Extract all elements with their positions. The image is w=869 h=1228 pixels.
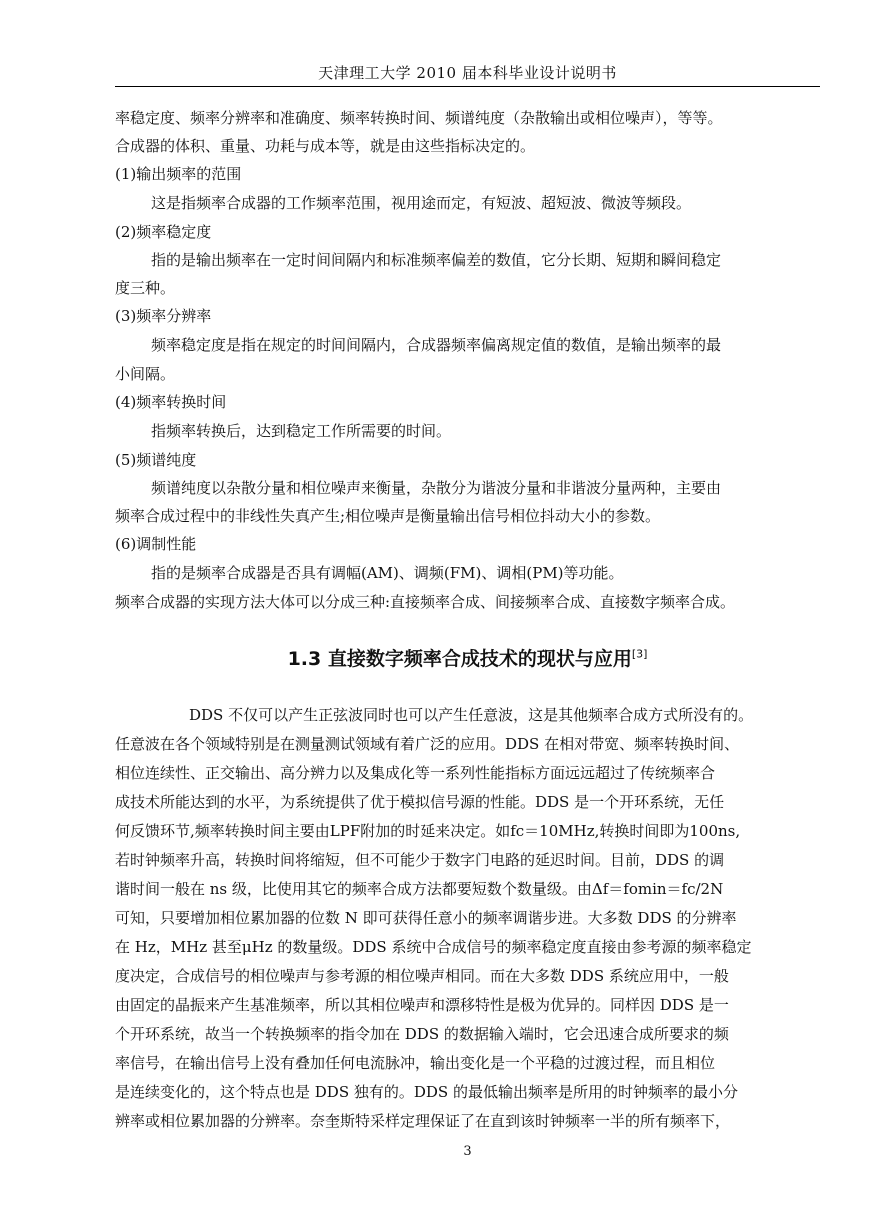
- item-text: 指的是频率合成器是否具有调幅(AM)、调频(FM)、调相(PM)等功能。: [151, 564, 624, 582]
- dds-line: 成技术所能达到的水平，为系统提供了优于模拟信号源的性能。DDS 是一个开环系统，无任: [115, 793, 725, 811]
- page-number: 3: [463, 1144, 472, 1159]
- dds-line: 谐时间一般在 ns 级，比使用其它的频率合成方法都要短数个数量级。由Δf＝fomin＝fc/2N: [115, 880, 724, 898]
- item-text: 度三种。: [115, 279, 176, 297]
- item-title: (5)频谱纯度: [115, 451, 197, 469]
- dds-line: DDS 不仅可以产生正弦波同时也可以产生任意波，这是其他频率合成方式所没有的。: [189, 706, 754, 724]
- item-title: (6)调制性能: [115, 535, 197, 553]
- page-header: 天津理工大学 2010 届本科毕业设计说明书: [318, 64, 617, 82]
- item-text: 指频率转换后，达到稳定工作所需要的时间。: [151, 422, 452, 440]
- dds-line: 辨率或相位累加器的分辨率。奈奎斯特采样定理保证了在直到该时钟频率一半的所有频率下，: [115, 1112, 731, 1130]
- header-rule: [115, 86, 820, 87]
- dds-line: 任意波在各个领域特别是在测量测试领域有着广泛的应用。DDS 在相对带宽、频率转换时间、: [115, 735, 740, 753]
- item-text: 频谱纯度以杂散分量和相位噪声来衡量，杂散分为谐波分量和非谐波分量两种，主要由: [151, 479, 722, 497]
- section-heading-text: 1.3 直接数字频率合成技术的现状与应用: [287, 648, 632, 670]
- dds-line: 度决定，合成信号的相位噪声与参考源的相位噪声相同。而在大多数 DDS 系统应用中，一般: [115, 967, 729, 985]
- dds-line: 何反馈环节,频率转换时间主要由LPF附加的时延来决定。如fc＝10MHz,转换时间即为100ns,: [115, 822, 741, 840]
- dds-line: 在 Hz，MHz 甚至μHz 的数量级。DDS 系统中合成信号的频率稳定度直接由参考源的频率稳定: [115, 938, 752, 956]
- item-text: 这是指频率合成器的工作频率范围，视用途而定，有短波、超短波、微波等频段。: [151, 194, 692, 212]
- dds-line: 由固定的晶振来产生基准频率，所以其相位噪声和漂移特性是极为优异的。同样因 DDS 是一: [115, 996, 729, 1014]
- dds-line: 可知，只要增加相位累加器的位数 N 即可获得任意小的频率调谐步进。大多数 DDS 的分辨率: [115, 909, 737, 927]
- item-text: 频率稳定度是指在规定的时间间隔内，合成器频率偏离规定值的数值，是输出频率的最: [151, 336, 722, 354]
- intro-line: 合成器的体积、重量、功耗与成本等，就是由这些指标决定的。: [115, 137, 536, 155]
- item-title: (1)输出频率的范围: [115, 165, 242, 183]
- item-text: 频率合成过程中的非线性失真产生;相位噪声是衡量输出信号相位抖动大小的参数。: [115, 507, 661, 525]
- item-title: (3)频率分辨率: [115, 307, 212, 325]
- section-heading: [115, 644, 820, 671]
- citation-ref: [3]: [631, 647, 648, 661]
- intro-line: 率稳定度、频率分辨率和准确度、频率转换时间、频谱纯度（杂散输出或相位噪声），等等。: [115, 109, 723, 127]
- item-title: (4)频率转换时间: [115, 393, 227, 411]
- dds-line: 相位连续性、正交输出、高分辨力以及集成化等一系列性能指标方面远远超过了传统频率合: [115, 764, 716, 782]
- item-title: (2)频率稳定度: [115, 223, 212, 241]
- item-text: 指的是输出频率在一定时间间隔内和标准频率偏差的数值，它分长期、短期和瞬间稳定: [151, 251, 722, 269]
- dds-line: 若时钟频率升高，转换时间将缩短，但不可能少于数字门电路的延迟时间。目前，DDS 的调: [115, 851, 725, 869]
- dds-line: 率信号，在输出信号上没有叠加任何电流脉冲，输出变化是一个平稳的过渡过程，而且相位: [115, 1054, 716, 1072]
- summary-line: 频率合成器的实现方法大体可以分成三种:直接频率合成、间接频率合成、直接数字频率合成。: [115, 593, 736, 611]
- dds-line: 是连续变化的，这个特点也是 DDS 独有的。DDS 的最低输出频率是所用的时钟频率的最小分: [115, 1083, 738, 1101]
- dds-line: 个开环系统，故当一个转换频率的指令加在 DDS 的数据输入端时，它会迅速合成所要求的频: [115, 1025, 729, 1043]
- item-text: 小间隔。: [115, 365, 176, 383]
